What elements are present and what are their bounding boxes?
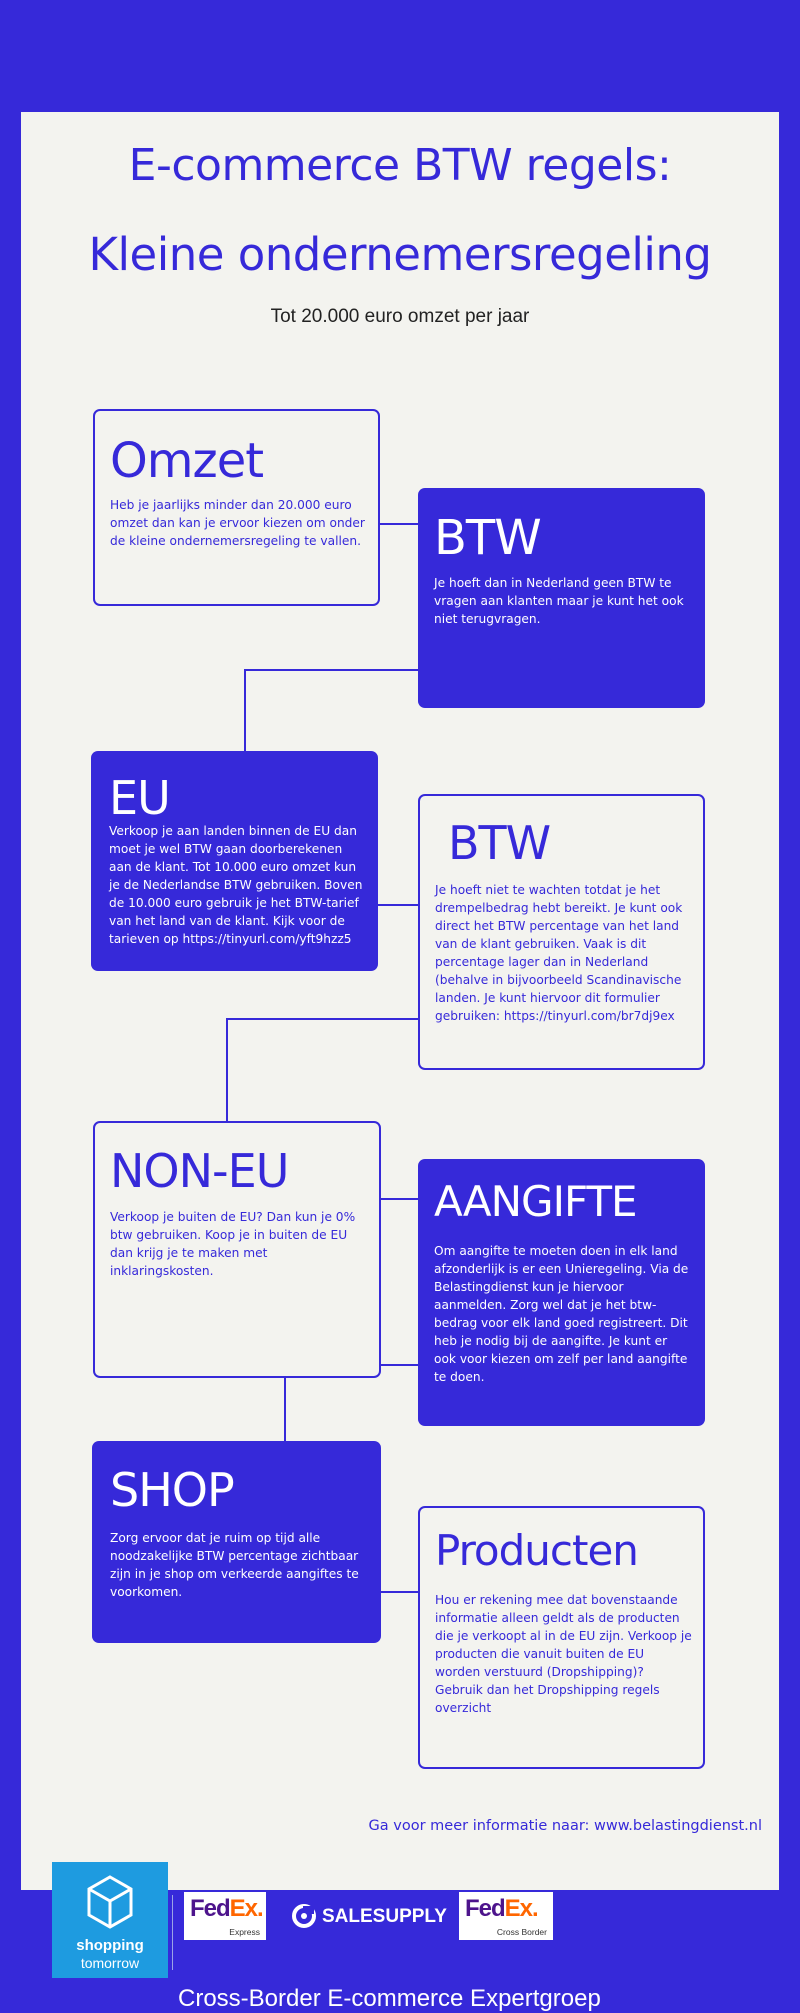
connector-eu-btw2 (377, 904, 419, 906)
fedex-express-logo (184, 1892, 266, 1940)
producten-text: Hou er rekening mee dat bovenstaande informatie alleen geldt als de producten die je verkoopt al in de EU zijn. Verkoop je producten die vanuit buiten de EU worden verstuurd (Dropshipping)? Gebruik dan het Dropshipping regels overzicht (435, 1593, 692, 1715)
more-info-link[interactable]: Ga voor meer informatie naar: www.belastingdienst.nl (368, 1818, 762, 1834)
shop-title: SHOP (110, 1463, 234, 1517)
shopping-tomorrow-line1: shopping (76, 1937, 144, 1954)
omzet-box (93, 409, 380, 606)
aangifte-text: Om aangifte te moeten doen in elk land afzonderlijk is er een Unieregeling. Via de Belastingdienst kun je hiervoor aanmelden. Zorg wel dat je het btw-bedrag voor elk land goed registreert. Dit heb je nodig bij de aangifte. Je kunt er ook voor kiezen om zelf per land aangifte te doen. (434, 1244, 689, 1384)
cube-icon (86, 1874, 134, 1930)
page-title-line2: Kleine ondernemersregeling (88, 228, 712, 281)
fedex-express-sub: Express (229, 1927, 260, 1937)
omzet-text: Heb je jaarlijks minder dan 20.000 euro omzet dan kan je ervoor kiezen om onder de kleine ondernemersregeling te vallen. (110, 498, 365, 548)
btw-title-2: BTW (448, 816, 551, 870)
expertgroep-name: Cross-Border E-commerce Expertgroep (178, 1985, 601, 2012)
footer-divider (172, 1895, 173, 1970)
page-title-line1: E-commerce BTW regels: (128, 140, 672, 191)
aangifte-box (418, 1159, 705, 1426)
salesupply-icon (292, 1904, 316, 1928)
btw-box-2 (418, 794, 705, 1070)
connector-btw2-noneu-vertical (226, 1018, 228, 1122)
fedex-crossborder-sub: Cross Border (496, 1927, 547, 1937)
noneu-box (93, 1121, 381, 1378)
shopping-tomorrow-logo (52, 1862, 168, 1978)
connector-omzet-btw (379, 523, 419, 525)
fedex-express-fe: Fed (190, 1895, 230, 1922)
connector-btw-eu (244, 669, 419, 671)
salesupply-text: SALESUPPLY (322, 1906, 447, 1927)
shop-box (92, 1441, 381, 1643)
btw-text-2: Je hoeft niet te wachten totdat je het drempelbedrag hebt bereikt. Je kunt ook direct het BTW percentage van het land van de klant gebruiken. Vaak is dit percentage lager dan in Nederland (behalve in bijvoorbeeld Scandinavische landen. Je kunt hiervoor dit formulier gebruiken: https://tinyurl.com/br7dj9ex (435, 883, 683, 1023)
noneu-text: Verkoop je buiten de EU? Dan kun je 0% btw gebruiken. Koop je in buiten de EU dan krijg je te maken met inklaringskosten. (110, 1210, 356, 1278)
connector-btw-eu-vertical (244, 669, 246, 753)
producten-box (418, 1506, 705, 1769)
shop-text: Zorg ervoor dat je ruim op tijd alle noodzakelijke BTW percentage zichtbaar zijn in je shop om verkeerde aangiftes te voorkomen. (110, 1531, 359, 1599)
connector-shop-producten (380, 1591, 419, 1593)
noneu-title: NON-EU (110, 1144, 289, 1198)
btw-text-1: Je hoeft dan in Nederland geen BTW te vragen aan klanten maar je kunt het ook niet terugvragen. (434, 576, 684, 626)
omzet-title: Omzet (110, 433, 264, 489)
page-subtitle: Tot 20.000 euro omzet per jaar (270, 306, 530, 327)
eu-box (91, 751, 378, 971)
fedex-crossborder-ex: Ex. (504, 1895, 538, 1922)
eu-title: EU (109, 771, 170, 825)
fedex-crossborder-fe: Fed (465, 1895, 505, 1922)
eu-text: Verkoop je aan landen binnen de EU dan moet je wel BTW gaan doorberekenen aan de klant. Tot 10.000 euro omzet kun je de Nederlandse BTW gebruiken. Boven de 10.000 euro gebruik je het BTW-tarief van het land van de klant. Kijk voor de tarieven op https://tinyurl.com/yft9hzz5 (109, 824, 363, 946)
connector-btw2-noneu (226, 1018, 419, 1020)
aangifte-title: AANGIFTE (434, 1177, 637, 1226)
btw-box-1 (418, 488, 705, 708)
fedex-express-ex: Ex. (229, 1895, 263, 1922)
btw-title-1: BTW (434, 510, 541, 566)
fedex-crossborder-logo (459, 1892, 553, 1940)
producten-title: Producten (435, 1526, 638, 1575)
connector-noneu-aangifte (380, 1198, 419, 1200)
shopping-tomorrow-line2: tomorrow (80, 1955, 140, 1971)
